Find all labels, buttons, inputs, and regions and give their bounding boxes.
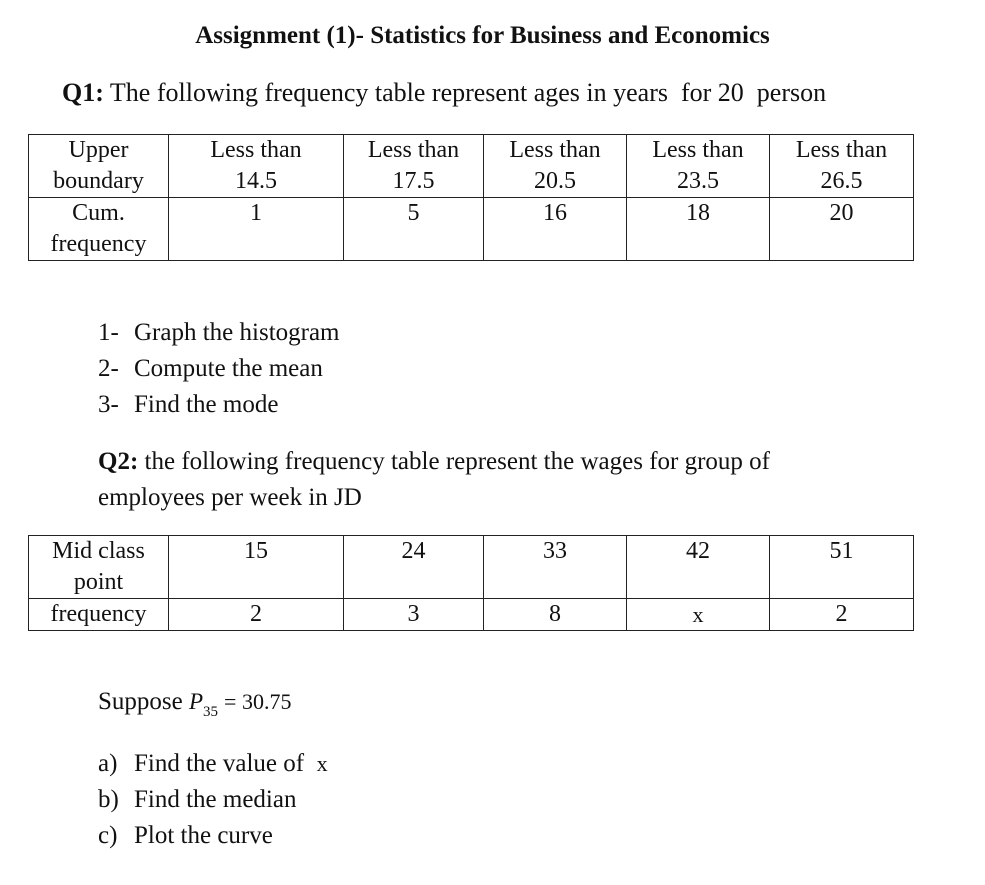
- row-header-cum-frequency: [29, 198, 169, 261]
- cum-frequency-cell: 5: [344, 198, 484, 261]
- table-row: [29, 135, 914, 198]
- header-line: boundary: [53, 168, 144, 194]
- percentile-symbol: [188, 689, 219, 720]
- item-text: Graph the histogram: [134, 319, 340, 346]
- row-header-mid-class-point: [29, 536, 169, 599]
- q1-label: Q1:: [62, 78, 104, 107]
- q2-line: employees per week in JD: [98, 484, 362, 511]
- header-line: Cum.: [72, 200, 125, 226]
- suppose-word: Suppose: [98, 688, 183, 715]
- cell-line: 17.5: [392, 168, 435, 194]
- cum-frequency-cell: 1: [169, 198, 344, 261]
- cum-frequency-cell: 18: [627, 198, 770, 261]
- header-line: frequency: [50, 231, 147, 257]
- frequency-cell: 2: [770, 599, 914, 631]
- cell-line: Less than: [509, 137, 601, 163]
- item-number: 3-: [98, 391, 119, 418]
- item-text: Compute the mean: [134, 355, 323, 382]
- mid-point-cell: 42: [627, 536, 770, 599]
- frequency-cell: 3: [344, 599, 484, 631]
- header-line: Mid class: [52, 538, 145, 564]
- mid-point-cell: 51: [770, 536, 914, 599]
- table-row: [29, 536, 914, 599]
- header-line: Upper: [68, 137, 129, 163]
- cell-line: 26.5: [820, 168, 863, 194]
- q2-heading: [98, 444, 858, 516]
- q2-text: the following frequency table represent the wages for group of: [144, 448, 770, 475]
- q2-line: [98, 444, 858, 480]
- q1-task-list: [98, 315, 340, 423]
- row-header-frequency: frequency: [29, 599, 169, 631]
- list-item: [98, 782, 328, 818]
- item-text: Find the mode: [134, 391, 279, 418]
- percentile-value: = 30.75: [224, 689, 292, 714]
- list-item: [98, 746, 328, 782]
- boundary-cell: [484, 135, 627, 198]
- list-item: [98, 818, 328, 854]
- symbol-subscript: 35: [203, 704, 219, 720]
- list-item: [98, 351, 340, 387]
- item-text: Plot the curve: [134, 822, 273, 849]
- item-number: a): [98, 750, 118, 777]
- table-row: [29, 198, 914, 261]
- mid-point-cell: 33: [484, 536, 627, 599]
- frequency-cell: 2: [169, 599, 344, 631]
- item-number: b): [98, 786, 119, 813]
- boundary-cell: [627, 135, 770, 198]
- table-row: [29, 599, 914, 631]
- item-number: 2-: [98, 355, 119, 382]
- page-title: Assignment (1)- Statistics for Business and Economics: [195, 22, 770, 49]
- frequency-cell: x: [627, 599, 770, 631]
- q1-text: The following frequency table represent ages in years for 20 person: [109, 78, 827, 107]
- cum-frequency-cell: 16: [484, 198, 627, 261]
- cum-frequency-cell: 20: [770, 198, 914, 261]
- row-header-upper-boundary: [29, 135, 169, 198]
- item-variable: x: [316, 751, 328, 776]
- q2-label: Q2:: [98, 448, 139, 475]
- cell-line: Less than: [652, 137, 744, 163]
- item-number: c): [98, 822, 118, 849]
- mid-point-cell: 15: [169, 536, 344, 599]
- cell-line: Less than: [367, 137, 460, 163]
- q2-frequency-table: [28, 535, 914, 631]
- mid-point-cell: 24: [344, 536, 484, 599]
- cell-line: 20.5: [534, 168, 576, 194]
- cell-line: 23.5: [677, 168, 719, 194]
- boundary-cell: [344, 135, 484, 198]
- cell-line: Less than: [210, 137, 302, 163]
- symbol-letter: P: [188, 689, 204, 714]
- percentile-statement: [98, 688, 291, 721]
- boundary-cell: [770, 135, 914, 198]
- cell-line: 14.5: [235, 168, 277, 194]
- list-item: [98, 387, 340, 423]
- item-text: Find the median: [134, 786, 297, 813]
- cell-line: Less than: [795, 137, 888, 163]
- item-number: 1-: [98, 319, 119, 346]
- header-line: point: [73, 569, 124, 595]
- boundary-cell: [169, 135, 344, 198]
- q1-heading: [62, 78, 826, 108]
- list-item: [98, 315, 340, 351]
- frequency-cell: 8: [484, 599, 627, 631]
- q1-frequency-table: [28, 134, 914, 261]
- item-text: Find the value of: [134, 750, 305, 777]
- q2-task-list: [98, 746, 328, 854]
